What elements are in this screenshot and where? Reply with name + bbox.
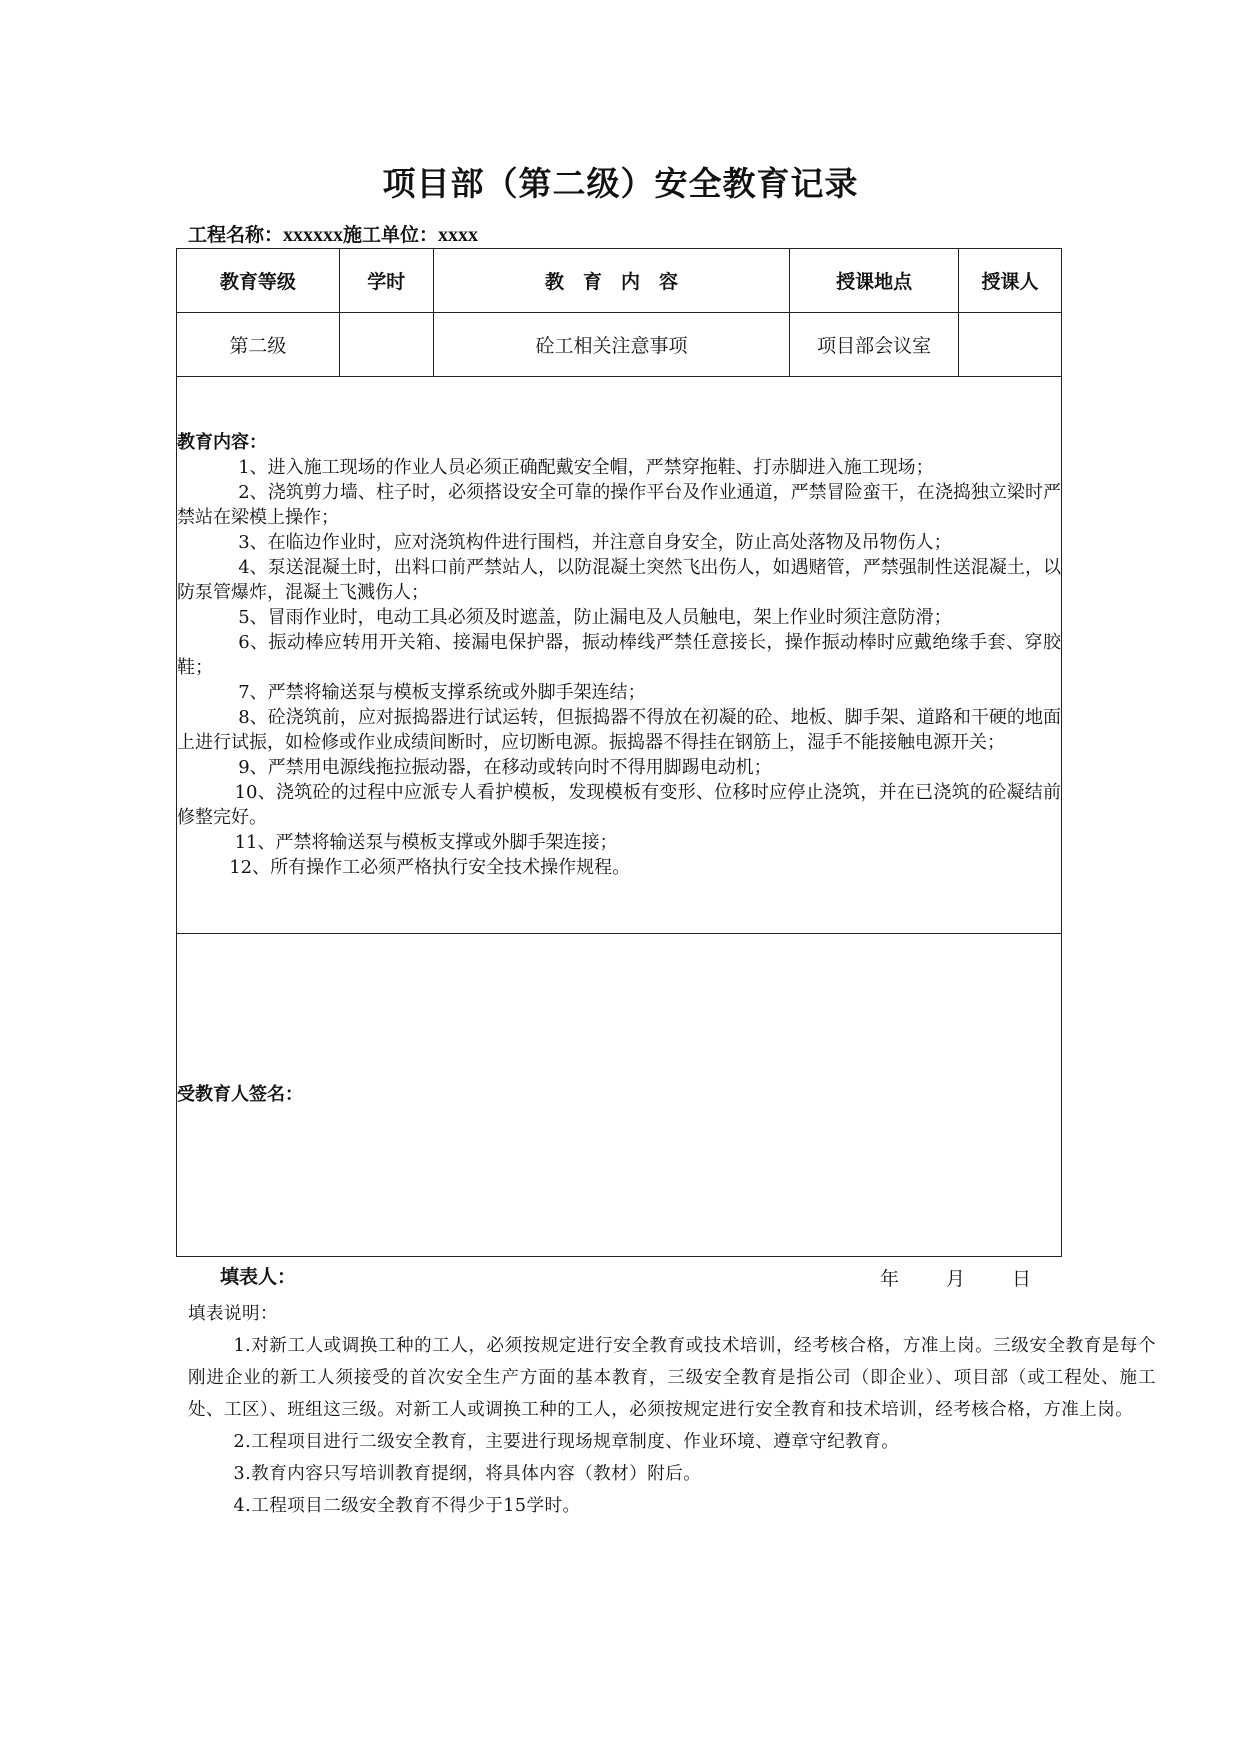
signature-cell[interactable] — [177, 934, 1062, 1257]
content-label: 教育内容： — [177, 431, 267, 453]
signature-label: 受教育人签名： — [177, 1084, 303, 1105]
filler-line — [220, 1262, 1040, 1289]
education-record-table — [176, 248, 1062, 1257]
header-class-hours: 学时 — [339, 249, 433, 313]
instruction-item: 1.对新工人或调换工种的工人，必须按规定进行安全教育或技术培训，经考核合格，方准上岗。三级安全教育是每个刚进企业的新工人须接受的首次安全生产方面的基本教育，三级安全教育是指公司（即企业）、项目部（或工程处、施工处、工区）、班组这三级。对新工人或调换工种的工人，必须按规定进行安全教育和技术培训，经考核合格，方准上岗。 — [188, 1336, 1156, 1420]
content-row — [177, 377, 1062, 934]
filler-label: 填表人： — [220, 1266, 297, 1288]
content-item: 1、进入施工现场的作业人员必须正确配戴安全帽，严禁穿拖鞋、打赤脚进入施工现场； — [238, 456, 934, 478]
instruction-item: 3.教育内容只写培训教育提纲，将具体内容（教材）附后。 — [233, 1464, 702, 1484]
instruction-item: 2.工程项目进行二级安全教育，主要进行现场规章制度、作业环境、遵章守纪教育。 — [233, 1432, 900, 1452]
content-item: 12、所有操作工必须严格执行安全技术操作规程。 — [229, 856, 631, 878]
content-item: 6、振动棒应转用开关箱、接漏电保护器，振动棒线严禁任意接长，操作振动棒时应戴绝缘手套、穿胶鞋； — [177, 631, 1061, 678]
page-title: 项目部（第二级）安全教育记录 — [382, 164, 859, 203]
table-row — [177, 313, 1062, 377]
instructions — [188, 1298, 1156, 1522]
date-month: 月 — [946, 1268, 966, 1290]
project-name-label: 工程名称： — [188, 224, 284, 246]
project-name-value: xxxxxx — [283, 224, 344, 246]
header-lecturer: 授课人 — [959, 249, 1062, 313]
content-item: 11、严禁将输送泵与模板支撑或外脚手架连接； — [234, 831, 618, 853]
cell-education-content: 砼工相关注意事项 — [433, 313, 790, 377]
header-education-level: 教育等级 — [177, 249, 340, 313]
content-item: 5、冒雨作业时，电动工具必须及时遮盖，防止漏电及人员触电，架上作业时须注意防滑； — [238, 606, 952, 628]
instructions-heading: 填表说明： — [188, 1304, 278, 1324]
construction-unit-value: xxxx — [438, 224, 479, 246]
cell-lecturer — [959, 313, 1062, 377]
content-item: 9、严禁用电源线拖拉振动器，在移动或转向时不得用脚踢电动机； — [238, 756, 772, 778]
content-item: 10、浇筑砼的过程中应派专人看护模板，发现模板有变形、位移时应停止浇筑，并在已浇筑的砼凝结前修整完好。 — [177, 781, 1061, 828]
header-venue: 授课地点 — [790, 249, 959, 313]
cell-venue: 项目部会议室 — [790, 313, 959, 377]
content-item: 3、在临边作业时，应对浇筑构件进行围档，并注意自身安全，防止高处落物及吊物伤人； — [238, 531, 952, 553]
content-item: 4、泵送混凝土时，出料口前严禁站人，以防混凝土突然飞出伤人，如遇赌管，严禁强制性送混凝土，以防泵管爆炸，混凝土飞溅伤人； — [177, 556, 1061, 603]
construction-unit-label: 施工单位： — [343, 224, 439, 246]
instruction-item: 4.工程项目二级安全教育不得少于15学时。 — [233, 1496, 581, 1516]
cell-education-level: 第二级 — [177, 313, 340, 377]
cell-class-hours — [339, 313, 433, 377]
project-info — [188, 220, 478, 247]
header-education-content: 教 育 内 容 — [433, 249, 790, 313]
content-item: 2、浇筑剪力墙、柱子时，必须搭设安全可靠的操作平台及作业通道，严禁冒险蛮干，在浇捣独立梁时严禁站在梁模上操作； — [177, 481, 1061, 528]
content-item: 8、砼浇筑前，应对振捣器进行试运转，但振捣器不得放在初凝的砼、地板、脚手架、道路和干硬的地面上进行试振，如检修或作业成绩间断时，应切断电源。振捣器不得挂在钢筋上，湿手不能接触电源开关； — [177, 706, 1061, 753]
content-item: 7、严禁将输送泵与模板支撑系统或外脚手架连结； — [238, 681, 646, 703]
education-content-cell — [177, 377, 1062, 934]
date-day: 日 — [1012, 1268, 1032, 1290]
signature-row — [177, 934, 1062, 1257]
date-year: 年 — [880, 1268, 900, 1290]
table-header-row — [177, 249, 1062, 313]
